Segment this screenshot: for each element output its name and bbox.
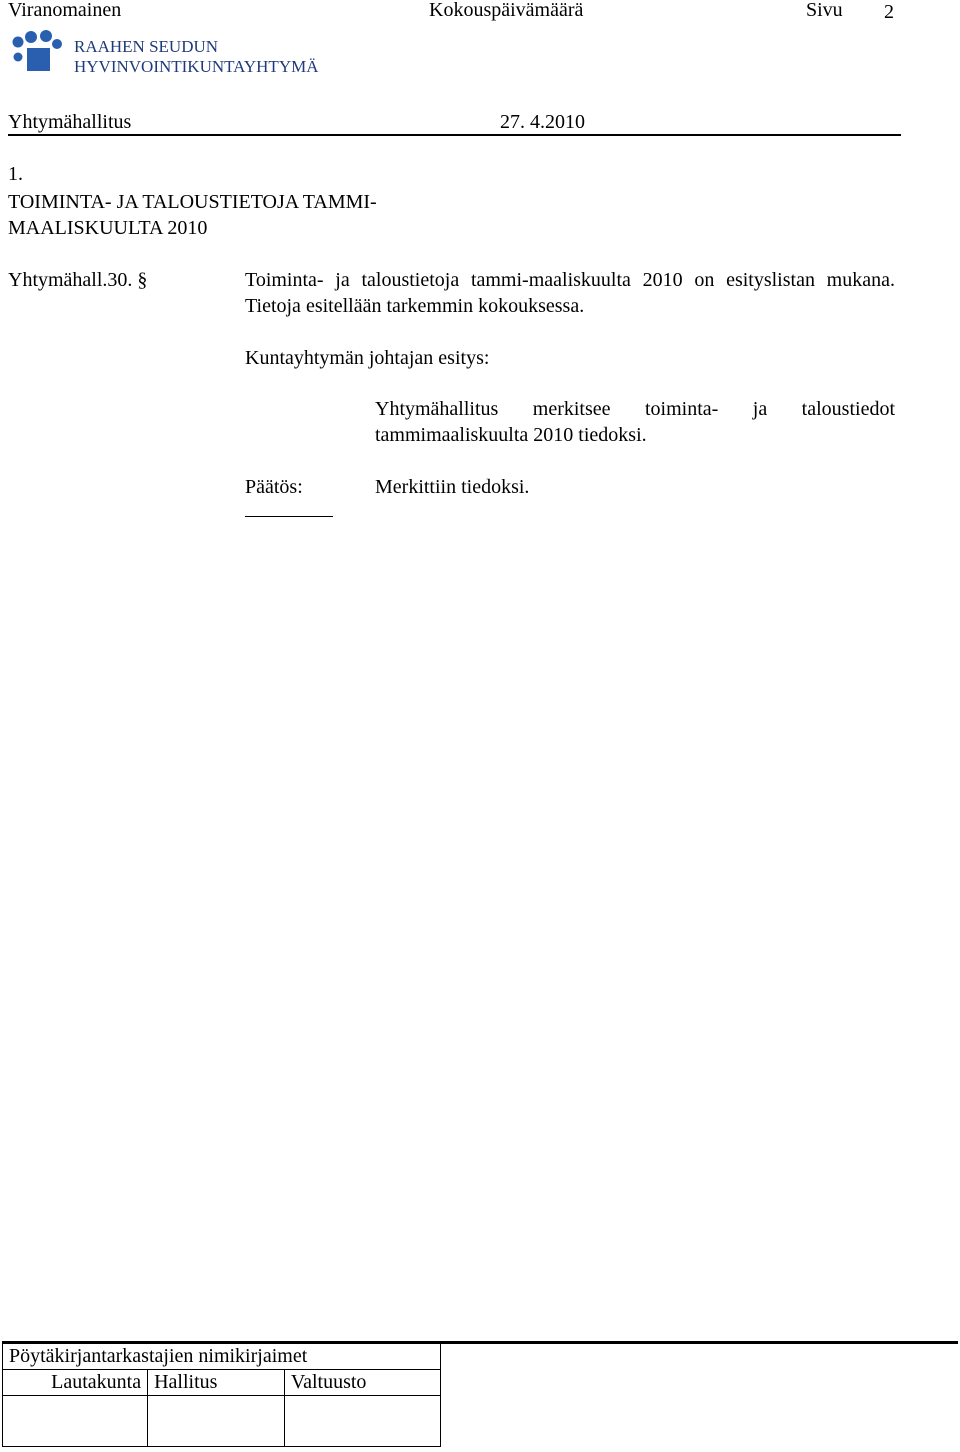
organization-name-line2: HYVINVOINTIKUNTAYHTYMÄ (74, 57, 319, 76)
initials-cell-valtuusto (284, 1396, 440, 1447)
column-header-hallitus: Hallitus (148, 1370, 285, 1396)
decision-underline (245, 516, 333, 517)
organization-name-line1: RAAHEN SEUDUN (74, 37, 219, 56)
meeting-body: Yhtymähallitus (8, 111, 132, 133)
item-number: 1. (8, 163, 23, 185)
proposal-text: Yhtymähallitus merkitsee toiminta- ja taloustiedot tammimaaliskuulta 2010 tiedoksi. (375, 398, 895, 446)
decision-label: Päätös: (245, 476, 303, 498)
item-body-text: Toiminta- ja taloustietoja tammi-maaliskuulta 2010 on esityslistan mukana. Tietoja esitellään tarkemmin kokouksessa. (245, 269, 895, 317)
header-divider (8, 134, 901, 136)
inspector-initials-table (2, 1343, 441, 1447)
column-header-lautakunta: Lautakunta (3, 1370, 148, 1396)
page-label: Sivu (806, 0, 843, 21)
initials-cell-lautakunta (3, 1396, 148, 1447)
item-title-line2: MAALISKUULTA 2010 (8, 217, 208, 239)
column-header-valtuusto: Valtuusto (284, 1370, 440, 1396)
meeting-date-label: Kokouspäivämäärä (429, 0, 584, 21)
meeting-date: 27. 4.2010 (500, 111, 585, 133)
inspector-initials-title: Pöytäkirjantarkastajien nimikirjaimet (3, 1344, 441, 1370)
page-number: 2 (884, 1, 894, 23)
item-title-line1: TOIMINTA- JA TALOUSTIETOJA TAMMI- (8, 191, 377, 213)
organization-logo-icon (10, 30, 62, 78)
organization-name (74, 37, 318, 77)
decision-text: Merkittiin tiedoksi. (375, 476, 530, 498)
proposal-label: Kuntayhtymän johtajan esitys: (245, 347, 490, 369)
item-reference: Yhtymähall.30. § (8, 269, 148, 291)
authority-label: Viranomainen (8, 0, 122, 21)
initials-cell-hallitus (148, 1396, 285, 1447)
